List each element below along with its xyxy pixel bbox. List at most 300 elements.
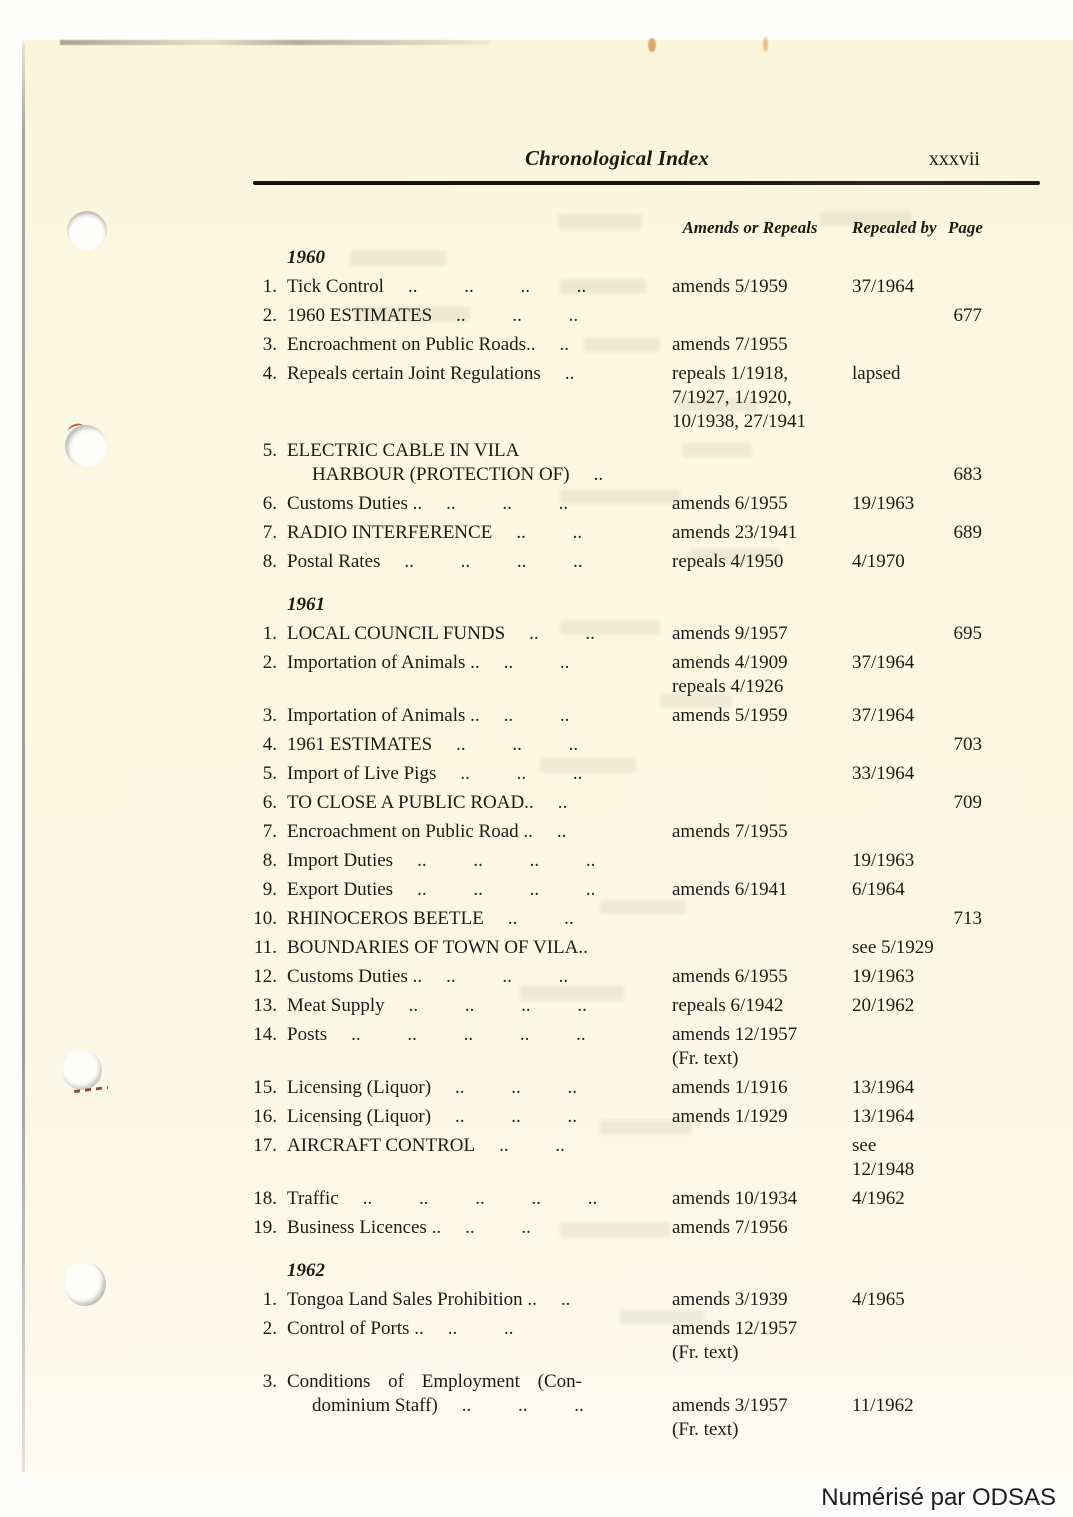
index-row xyxy=(250,304,1010,328)
entry-number: 3. xyxy=(262,334,277,355)
cell-line: amends 5/1959 xyxy=(672,705,788,726)
repealed-by-cell xyxy=(852,651,938,699)
amends-or-repeals-cell xyxy=(672,1134,842,1182)
entry-number: 1. xyxy=(262,276,277,297)
entry-title xyxy=(287,622,662,646)
cell-line: 19/1963 xyxy=(852,966,915,987)
page-cell xyxy=(948,492,982,516)
index-row xyxy=(250,936,1010,960)
folio-page-number: xxxvii xyxy=(928,148,980,170)
entry-number: 9. xyxy=(262,879,277,900)
cell-line: amends 6/1955 xyxy=(672,966,788,987)
page-cell xyxy=(948,907,982,931)
amends-or-repeals-cell xyxy=(672,1105,842,1129)
page-cell xyxy=(948,704,982,728)
repealed-by-cell xyxy=(852,492,938,516)
cell-line: amends 12/1957 xyxy=(672,1024,798,1045)
entry-title xyxy=(287,1370,662,1442)
cell-line: 20/1962 xyxy=(852,995,915,1016)
repealed-by-cell xyxy=(852,362,938,434)
repealed-by-cell xyxy=(852,1216,938,1240)
entry-number: 5. xyxy=(262,440,277,461)
amends-or-repeals-cell xyxy=(672,994,842,1018)
cell-line: amends 4/1909 xyxy=(672,652,788,673)
header-rule xyxy=(253,181,1040,185)
repealed-by-cell xyxy=(852,936,938,960)
entry-title xyxy=(287,762,662,786)
dot-leaders: .. xyxy=(557,792,568,813)
index-row xyxy=(250,733,1010,757)
title-line: 1960 ESTIMATES .. .. .. xyxy=(287,305,579,326)
entry-title xyxy=(287,907,662,931)
cell-line: 7/1927, 1/1920, xyxy=(672,387,792,408)
cell-line: amends 6/1955 xyxy=(672,493,788,514)
chronological-index-table xyxy=(250,246,1010,1447)
cell-line: (Fr. text) xyxy=(672,1342,739,1363)
amends-or-repeals-cell xyxy=(672,1288,842,1312)
amends-or-repeals-cell xyxy=(672,1023,842,1071)
cell-line: see 5/1929 xyxy=(852,937,934,958)
page-cell xyxy=(948,1023,982,1071)
dot-leaders: .. .. xyxy=(507,908,574,929)
page-cell xyxy=(948,1216,982,1240)
dot-leaders: .. .. .. xyxy=(455,1106,578,1127)
page-cell xyxy=(948,622,982,646)
entry-title xyxy=(287,994,662,1018)
entry-number: 15. xyxy=(253,1077,277,1098)
cell-line: amends 1/1929 xyxy=(672,1106,788,1127)
cell-line: 37/1964 xyxy=(852,705,915,726)
cell-line: amends 9/1957 xyxy=(672,623,788,644)
page-left-edge xyxy=(22,44,25,1472)
entry-number: 1. xyxy=(262,1289,277,1310)
cell-line: repeals 4/1950 xyxy=(672,551,784,572)
amends-or-repeals-cell xyxy=(672,362,842,434)
dot-leaders: .. .. .. .. .. xyxy=(362,1188,598,1209)
blank-line xyxy=(948,439,982,463)
page-cell xyxy=(948,733,982,757)
title-line: Importation of Animals .. .. .. xyxy=(287,705,570,726)
binder-hole xyxy=(67,211,107,251)
repealed-by-cell xyxy=(852,1105,938,1129)
repealed-by-cell xyxy=(852,439,938,487)
page-cell xyxy=(948,362,982,434)
entry-title xyxy=(287,965,662,989)
dot-leaders: .. .. xyxy=(447,1318,514,1339)
cell-line: amends 7/1955 xyxy=(672,334,788,355)
repealed-by-cell xyxy=(852,1023,938,1071)
column-header-page: Page xyxy=(948,218,983,237)
entry-number: 4. xyxy=(262,363,277,384)
repealed-by-cell xyxy=(852,1288,938,1312)
entry-title xyxy=(287,304,662,328)
title-line: Licensing (Liquor) .. .. .. xyxy=(287,1106,578,1127)
cell-line: 6/1964 xyxy=(852,879,905,900)
page-cell xyxy=(948,521,982,545)
page-cell xyxy=(948,994,982,1018)
cell-line: 19/1963 xyxy=(852,493,915,514)
cell-line: amends 23/1941 xyxy=(672,522,798,543)
entry-title xyxy=(287,849,662,873)
dot-leaders: .. .. .. xyxy=(461,1395,584,1416)
index-row xyxy=(250,1187,1010,1211)
page-cell xyxy=(948,1076,982,1100)
title-line: Licensing (Liquor) .. .. .. xyxy=(287,1077,578,1098)
cell-line: 689 xyxy=(953,522,982,543)
index-row xyxy=(250,704,1010,728)
cell-line: (Fr. text) xyxy=(672,1419,739,1440)
dot-leaders: .. xyxy=(593,464,604,485)
dot-leaders: .. .. .. .. xyxy=(407,276,587,297)
cell-line: 4/1970 xyxy=(852,551,905,572)
index-row xyxy=(250,439,1010,487)
title-line: Posts .. .. .. .. .. xyxy=(287,1024,586,1045)
title-line: HARBOUR (PROTECTION OF) .. xyxy=(312,464,604,485)
cell-line: repeals 1/1918, xyxy=(672,363,789,384)
binder-hole xyxy=(64,1262,106,1306)
dot-leaders: .. .. .. xyxy=(456,734,579,755)
entry-title xyxy=(287,651,662,699)
amends-or-repeals-cell xyxy=(672,936,842,960)
entry-title xyxy=(287,362,662,434)
cell-line: 33/1964 xyxy=(852,763,915,784)
title-line: Tick Control .. .. .. .. xyxy=(287,276,587,297)
dot-leaders: .. .. .. .. xyxy=(417,850,596,871)
amends-or-repeals-cell xyxy=(672,762,842,786)
repealed-by-cell xyxy=(852,333,938,357)
dot-leaders: .. .. xyxy=(516,522,583,543)
amends-or-repeals-cell xyxy=(672,1370,842,1442)
index-row xyxy=(250,1216,1010,1240)
cell-line: amends 10/1934 xyxy=(672,1188,798,1209)
title-line: Importation of Animals .. .. .. xyxy=(287,652,570,673)
index-row xyxy=(250,492,1010,516)
repealed-by-cell xyxy=(852,994,938,1018)
entry-title xyxy=(287,704,662,728)
entry-title xyxy=(287,275,662,299)
entry-title xyxy=(287,1134,662,1182)
repealed-by-cell xyxy=(852,762,938,786)
amends-or-repeals-cell xyxy=(672,704,842,728)
blank-line xyxy=(672,1370,842,1394)
index-row xyxy=(250,1076,1010,1100)
repealed-by-cell xyxy=(852,550,938,574)
index-row xyxy=(250,1370,1010,1442)
year-heading: 1962 xyxy=(287,1260,325,1281)
repealed-by-cell xyxy=(852,521,938,545)
amends-or-repeals-cell xyxy=(672,333,842,357)
entry-number: 6. xyxy=(262,792,277,813)
page-cell xyxy=(948,791,982,815)
stain-speck xyxy=(763,37,768,52)
page-title: Chronological Index xyxy=(524,146,710,170)
dot-leaders: .. .. xyxy=(503,652,570,673)
dot-leaders: .. .. .. xyxy=(446,966,569,987)
index-row xyxy=(250,1105,1010,1129)
index-row xyxy=(250,362,1010,434)
entry-number: 19. xyxy=(253,1217,277,1238)
column-header-amends: Amends or Repeals xyxy=(682,218,818,237)
title-line: Traffic .. .. .. .. .. xyxy=(287,1188,598,1209)
entry-number: 2. xyxy=(262,652,277,673)
cell-line: 19/1963 xyxy=(852,850,915,871)
index-row xyxy=(250,994,1010,1018)
entry-title xyxy=(287,492,662,516)
index-row xyxy=(250,820,1010,844)
dot-leaders: .. xyxy=(559,334,570,355)
page-cell xyxy=(948,1288,982,1312)
page-cell xyxy=(948,439,982,487)
amends-or-repeals-cell xyxy=(672,439,842,487)
repealed-by-cell xyxy=(852,704,938,728)
repealed-by-cell xyxy=(852,275,938,299)
repealed-by-cell xyxy=(852,907,938,931)
entry-number: 3. xyxy=(262,705,277,726)
dot-leaders: .. .. xyxy=(529,623,595,644)
index-row xyxy=(250,521,1010,545)
dot-leaders: .. xyxy=(560,1289,571,1310)
page-cell xyxy=(948,1317,982,1365)
cell-line: 37/1964 xyxy=(852,652,915,673)
title-line: Customs Duties .. .. .. .. xyxy=(287,493,569,514)
entry-number: 12. xyxy=(253,966,277,987)
repealed-by-cell xyxy=(852,622,938,646)
amends-or-repeals-cell xyxy=(672,304,842,328)
entry-number: 1. xyxy=(262,623,277,644)
dot-leaders: .. xyxy=(564,363,575,384)
entry-number: 18. xyxy=(253,1188,277,1209)
entry-title xyxy=(287,1288,662,1312)
title-line: RADIO INTERFERENCE .. .. xyxy=(287,522,583,543)
blank-line xyxy=(852,1370,938,1394)
cell-line: (Fr. text) xyxy=(672,1048,739,1069)
dot-leaders: .. .. .. xyxy=(446,493,569,514)
entry-title xyxy=(287,1076,662,1100)
amends-or-repeals-cell xyxy=(672,492,842,516)
index-row xyxy=(250,333,1010,357)
entry-title xyxy=(287,1317,662,1365)
entry-title xyxy=(287,791,662,815)
cell-line: amends 3/1939 xyxy=(672,1289,788,1310)
entry-title xyxy=(287,1187,662,1211)
cell-line: repeals 4/1926 xyxy=(672,676,784,697)
entry-number: 6. xyxy=(262,493,277,514)
title-line: Conditions of Employment (Con- xyxy=(287,1371,582,1392)
dot-leaders: .. .. xyxy=(465,1217,531,1238)
year-heading: 1961 xyxy=(287,594,325,615)
column-header-row xyxy=(250,218,982,238)
amends-or-repeals-cell xyxy=(672,907,842,931)
index-row xyxy=(250,849,1010,873)
page-cell xyxy=(948,849,982,873)
cell-line: 11/1962 xyxy=(852,1395,914,1416)
repealed-by-cell xyxy=(852,849,938,873)
dot-leaders: .. .. .. .. .. xyxy=(351,1024,586,1045)
title-line: TO CLOSE A PUBLIC ROAD.. .. xyxy=(287,792,568,813)
entry-title xyxy=(287,733,662,757)
dot-leaders: .. .. .. xyxy=(455,1077,578,1098)
cell-line: see 12/1948 xyxy=(852,1135,915,1180)
title-line: dominium Staff) .. .. .. xyxy=(312,1395,584,1416)
entry-number: 5. xyxy=(262,763,277,784)
entry-title xyxy=(287,550,662,574)
index-row xyxy=(250,550,1010,574)
entry-number: 3. xyxy=(262,1371,277,1392)
entry-number: 16. xyxy=(253,1106,277,1127)
title-line: AIRCRAFT CONTROL .. .. xyxy=(287,1135,565,1156)
cell-line: lapsed xyxy=(852,363,901,384)
index-row xyxy=(250,275,1010,299)
entry-number: 8. xyxy=(262,551,277,572)
cell-line: 10/1938, 27/1941 xyxy=(672,411,807,432)
entry-number: 13. xyxy=(253,995,277,1016)
amends-or-repeals-cell xyxy=(672,820,842,844)
page-cell xyxy=(948,550,982,574)
title-line: LOCAL COUNCIL FUNDS .. .. xyxy=(287,623,595,644)
repealed-by-cell xyxy=(852,965,938,989)
title-line: Business Licences .. .. .. xyxy=(287,1217,531,1238)
title-line: Control of Ports .. .. .. xyxy=(287,1318,514,1339)
index-row xyxy=(250,1134,1010,1182)
title-line: Tongoa Land Sales Prohibition .. .. xyxy=(287,1289,571,1310)
entry-number: 8. xyxy=(262,850,277,871)
cell-line: repeals 6/1942 xyxy=(672,995,784,1016)
title-line: RHINOCEROS BEETLE .. .. xyxy=(287,908,574,929)
entry-title xyxy=(287,521,662,545)
repealed-by-cell xyxy=(852,733,938,757)
entry-number: 4. xyxy=(262,734,277,755)
title-line: Import of Live Pigs .. .. .. xyxy=(287,763,583,784)
entry-number: 7. xyxy=(262,821,277,842)
cell-line: 695 xyxy=(953,623,982,644)
index-row xyxy=(250,791,1010,815)
amends-or-repeals-cell xyxy=(672,1076,842,1100)
page-cell xyxy=(948,1105,982,1129)
dot-leaders: .. .. .. .. xyxy=(408,995,587,1016)
title-line: ELECTRIC CABLE IN VILA xyxy=(287,440,520,461)
index-row xyxy=(250,907,1010,931)
amends-or-repeals-cell xyxy=(672,965,842,989)
entry-title xyxy=(287,1105,662,1129)
index-row xyxy=(250,965,1010,989)
amends-or-repeals-cell xyxy=(672,1216,842,1240)
page-cell xyxy=(948,820,982,844)
repealed-by-cell xyxy=(852,1187,938,1211)
entry-number: 17. xyxy=(253,1135,277,1156)
page-cell xyxy=(948,878,982,902)
entry-title xyxy=(287,1216,662,1240)
cell-line: 713 xyxy=(953,908,982,929)
amends-or-repeals-cell xyxy=(672,275,842,299)
title-line: Repeals certain Joint Regulations .. xyxy=(287,363,575,384)
cell-line: amends 7/1955 xyxy=(672,821,788,842)
page-cell xyxy=(948,762,982,786)
index-row xyxy=(250,651,1010,699)
cell-line: 677 xyxy=(953,305,982,326)
title-line: 1961 ESTIMATES .. .. .. xyxy=(287,734,579,755)
cell-line: 683 xyxy=(953,464,982,485)
index-row xyxy=(250,1288,1010,1312)
page-cell xyxy=(948,651,982,699)
amends-or-repeals-cell xyxy=(672,651,842,699)
amends-or-repeals-cell xyxy=(672,791,842,815)
repealed-by-cell xyxy=(852,791,938,815)
stain-speck xyxy=(648,38,656,52)
dot-leaders: .. .. xyxy=(499,1135,565,1156)
repealed-by-cell xyxy=(852,1134,938,1182)
cell-line: 37/1964 xyxy=(852,276,915,297)
repealed-by-cell xyxy=(852,820,938,844)
entry-number: 11. xyxy=(253,937,277,958)
index-row xyxy=(250,878,1010,902)
dot-leaders: .. xyxy=(556,821,567,842)
page-cell xyxy=(948,965,982,989)
amends-or-repeals-cell xyxy=(672,521,842,545)
entry-number: 7. xyxy=(262,522,277,543)
index-row xyxy=(250,1317,1010,1365)
scan-smudge xyxy=(60,40,490,45)
amends-or-repeals-cell xyxy=(672,1317,842,1365)
title-line: Encroachment on Public Roads.. .. xyxy=(287,334,570,355)
entry-number: 2. xyxy=(262,1318,277,1339)
entry-number: 10. xyxy=(253,908,277,929)
dot-leaders: .. .. .. xyxy=(456,305,579,326)
dot-leaders: .. .. .. xyxy=(460,763,583,784)
page-cell xyxy=(948,1187,982,1211)
cell-line: 13/1964 xyxy=(852,1077,915,1098)
cell-line: amends 3/1957 xyxy=(672,1395,788,1416)
page-cell xyxy=(948,1370,982,1442)
amends-or-repeals-cell xyxy=(672,550,842,574)
entry-title xyxy=(287,333,662,357)
page-cell xyxy=(948,304,982,328)
entry-number: 14. xyxy=(253,1024,277,1045)
dot-leaders: .. .. .. .. xyxy=(404,551,583,572)
entry-title xyxy=(287,1023,662,1071)
index-row xyxy=(250,762,1010,786)
dot-leaders: .. .. .. .. xyxy=(417,879,596,900)
year-heading: 1960 xyxy=(287,247,325,268)
cell-line: 4/1962 xyxy=(852,1188,905,1209)
page-cell xyxy=(948,936,982,960)
title-line: Encroachment on Public Road .. .. xyxy=(287,821,567,842)
cell-line: amends 1/1916 xyxy=(672,1077,788,1098)
column-header-repealed-by: Repealed by xyxy=(852,218,937,237)
amends-or-repeals-cell xyxy=(672,733,842,757)
entry-title xyxy=(287,439,662,487)
cell-line: 4/1965 xyxy=(852,1289,905,1310)
title-line: Export Duties .. .. .. .. xyxy=(287,879,596,900)
page-cell xyxy=(948,275,982,299)
binder-hole xyxy=(62,1050,102,1090)
repealed-by-cell xyxy=(852,1076,938,1100)
title-line: BOUNDARIES OF TOWN OF VILA.. xyxy=(287,937,588,958)
amends-or-repeals-cell xyxy=(672,622,842,646)
cell-line: amends 7/1956 xyxy=(672,1217,788,1238)
title-line: Meat Supply .. .. .. .. xyxy=(287,995,587,1016)
entry-title xyxy=(287,878,662,902)
amends-or-repeals-cell xyxy=(672,878,842,902)
cell-line: 703 xyxy=(953,734,982,755)
repealed-by-cell xyxy=(852,1370,938,1442)
repealed-by-cell xyxy=(852,304,938,328)
cell-line: amends 6/1941 xyxy=(672,879,788,900)
dot-leaders: .. .. xyxy=(503,705,570,726)
entry-title xyxy=(287,936,662,960)
index-row xyxy=(250,1023,1010,1071)
cell-line: amends 5/1959 xyxy=(672,276,788,297)
amends-or-repeals-cell xyxy=(672,1187,842,1211)
